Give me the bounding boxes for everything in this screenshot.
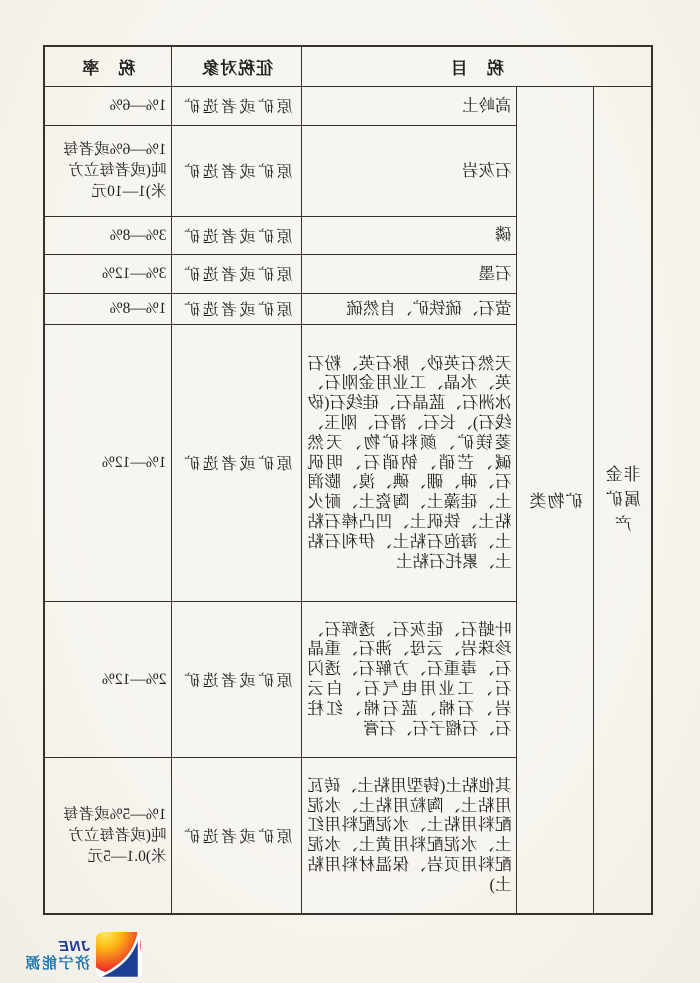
jne-logo-mark-icon (96, 932, 142, 978)
header-tax-object: 征税对象 (172, 46, 302, 86)
object-cell: 原矿或者选矿 (172, 293, 302, 324)
resource-tax-table (43, 45, 653, 915)
item-cell: 天然石英砂、脉石英、粉石英、水晶、工业用金刚石、冰洲石、蓝晶石、硅线石(矽线石)、长石、滑石、刚玉、菱镁矿、颜料矿物、天然碱、芒硝、钠硝石、明矾石、砷、硼、碘、溴、膨润土、硅藻土、陶瓷土、耐火粘土、铁矾土、凹凸棒石粘土、海泡石粘土、伊利石粘土、累托石粘土 (302, 324, 517, 601)
object-cell: 原矿或者选矿 (172, 86, 302, 125)
item-cell: 高岭土 (302, 86, 517, 125)
rate-cell: 2%—12% (44, 601, 172, 757)
rate-cell: 3%—12% (44, 254, 172, 293)
rate-cell: 3%—8% (44, 216, 172, 254)
object-cell: 原矿或者选矿 (172, 324, 302, 601)
object-cell: 原矿或者选矿 (172, 125, 302, 216)
category-cell: 非金属矿产 (594, 86, 652, 914)
item-cell: 石墨 (302, 254, 517, 293)
subcategory-cell: 矿物类 (517, 86, 594, 914)
table-header-row (44, 46, 652, 86)
object-cell: 原矿或者选矿 (172, 254, 302, 293)
item-cell: 其他粘土(铸型用粘土、砖瓦用粘土、陶粒用粘土、水泥配料用粘土、水泥配料用红土、水泥配料用黄土、水泥配料用页岩、保温材料用粘土) (302, 757, 517, 914)
header-tax-item: 税 目 (302, 46, 652, 86)
logo-brand: JNE (57, 937, 90, 955)
logo-text-block (24, 939, 90, 972)
item-cell: 石灰岩 (302, 125, 517, 216)
rate-cell: 1%—8% (44, 293, 172, 324)
header-tax-rate: 税 率 (44, 46, 172, 86)
object-cell: 原矿或者选矿 (172, 601, 302, 757)
table-row (44, 86, 652, 125)
object-cell: 原矿或者选矿 (172, 757, 302, 914)
rate-cell: 1%—5%或者每吨(或者每立方米)0.1—5元 (44, 757, 172, 914)
rate-cell: 1%—12% (44, 324, 172, 601)
rate-cell: 1%—6% (44, 86, 172, 125)
item-cell: 叶蜡石、硅灰石、透辉石、珍珠岩、云母、沸石、重晶石、毒重石、方解石、透闪石、工业用电气石、白云岩、石棉、蓝石棉、红柱石、石榴子石、石膏 (302, 601, 517, 757)
rate-cell: 1%—6%或者每吨(或者每立方米)1—10元 (44, 125, 172, 216)
item-cell: 磷 (302, 216, 517, 254)
jne-logo (24, 932, 142, 978)
item-cell: 萤石、硫铁矿、自然硫 (302, 293, 517, 324)
object-cell: 原矿或者选矿 (172, 216, 302, 254)
logo-brand-cn: 济宁能源 (23, 954, 90, 972)
